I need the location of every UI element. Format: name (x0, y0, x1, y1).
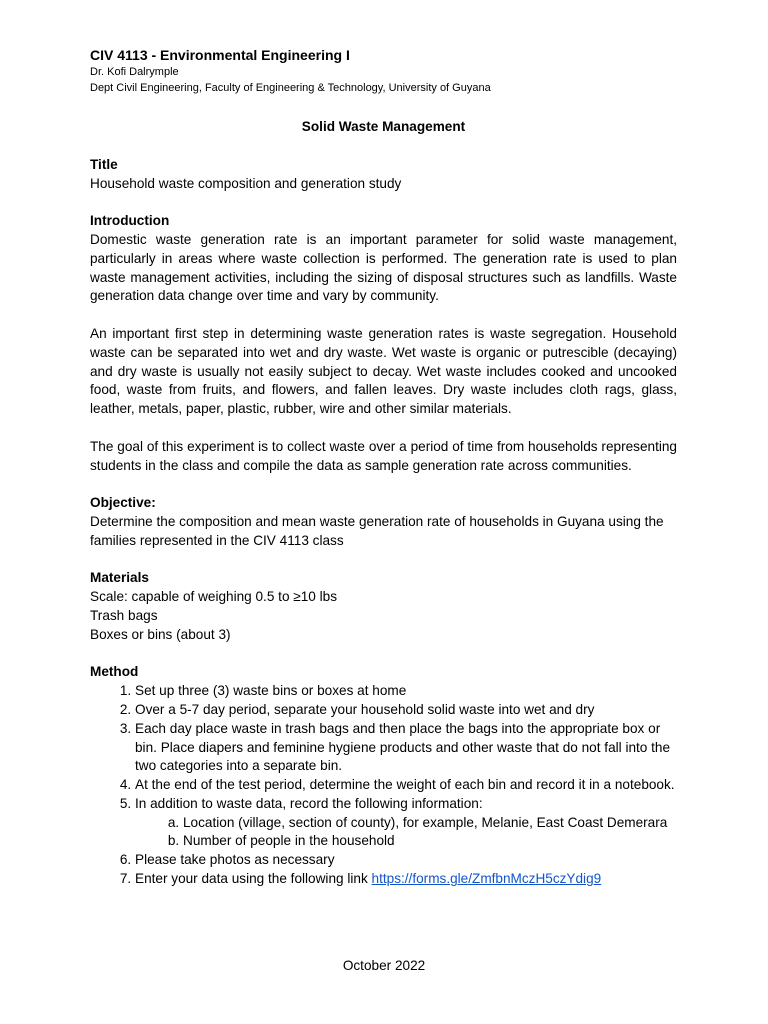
method-step: 6. Please take photos as necessary (135, 851, 677, 870)
material-item: Boxes or bins (about 3) (90, 626, 231, 642)
introduction-paragraph-1: Domestic waste generation rate is an important parameter for solid waste management, particularly in areas where waste collection is performed. The generation rate is used to plan waste management activities, including the sizing of disposal structures such as landfills. Waste generation data change over time and vary by community. (90, 231, 677, 304)
introduction-paragraph-2: An important first step in determining waste generation rates is waste segregation. Household waste can be separated into wet and dry waste. Wet waste is organic or putrescible (decaying) and dry waste is usually not easily subject to decay. Wet waste includes cooked and uncooked food, waste from fruits, and flowers, and fallen leaves. Dry waste includes cloth rags, glass, leather, metals, paper, plastic, rubber, wire and other similar materials. (90, 325, 677, 417)
material-item: Scale: capable of weighing 0.5 to ≥10 lbs (90, 589, 338, 605)
method-heading: Method (90, 664, 139, 680)
method-step: 3. Each day place waste in trash bags and then place the bags into the appropriate box or bin. Place diapers and feminine hygiene products and other waste that do not fall into the two categories into a separate bin. (135, 720, 677, 776)
method-step: 5. In addition to waste data, record the following information: a. Location (village, section of county), for example, Melanie, East Coast Demerara b. Number of people in the household (135, 795, 677, 851)
objective-text: Determine the composition and mean waste generation rate of households in Guyana using the families represented in the CIV 4113 class (90, 513, 664, 548)
method-step: 1. Set up three (3) waste bins or boxes at home (135, 682, 677, 701)
document-title: Solid Waste Management (301, 119, 466, 134)
materials-list (90, 588, 677, 644)
title-text: Household waste composition and generation study (90, 175, 402, 191)
method-step: 7. Enter your data using the following link https://forms.gle/ZmfbnMczH5czYdig9 (135, 870, 677, 889)
method-substep: b. Number of people in the household (183, 832, 677, 851)
objective-heading: Objective: (90, 495, 156, 511)
department-line: Dept Civil Engineering, Faculty of Engineering & Technology, University of Guyana (90, 82, 491, 94)
material-item: Trash bags (90, 607, 158, 623)
method-substep: a. Location (village, section of county), for example, Melanie, East Coast Demerara (183, 814, 677, 833)
introduction-paragraph-3: The goal of this experiment is to collect waste over a period of time from households representing students in the class and compile the data as sample generation rate across communities. (90, 438, 677, 473)
data-form-link[interactable]: https://forms.gle/ZmfbnMczH5czYdig9 (371, 871, 602, 887)
method-step: 4. At the end of the test period, determine the weight of each bin and record it in a notebook. (135, 776, 677, 795)
method-step: 2. Over a 5-7 day period, separate your household solid waste into wet and dry (135, 701, 677, 720)
title-heading: Title (90, 156, 118, 172)
method-steps (90, 682, 677, 889)
footer-date: October 2022 (342, 958, 426, 973)
document-header (90, 46, 690, 96)
document-body (90, 118, 677, 889)
instructor-name: Dr. Kofi Dalrymple (90, 66, 179, 78)
course-title: CIV 4113 - Environmental Engineering I (90, 47, 350, 63)
introduction-heading: Introduction (90, 213, 170, 229)
method-substeps (135, 814, 677, 852)
materials-heading: Materials (90, 570, 149, 586)
